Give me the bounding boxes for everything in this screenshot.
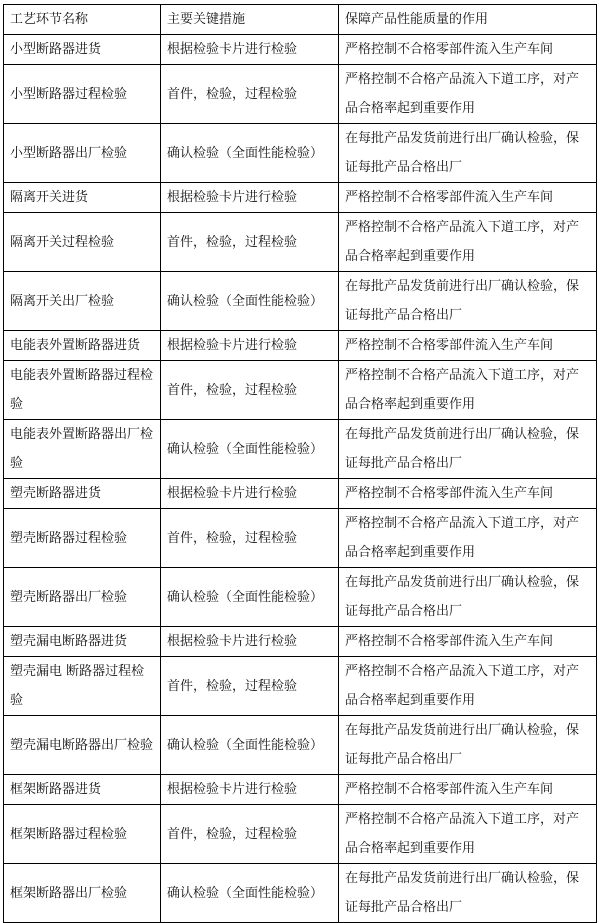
cell-effect: 严格控制不合格产品流入下道工序，对产品合格率起到重要作用 (339, 213, 597, 272)
table-row (4, 805, 597, 864)
cell-stage: 电能表外置断路器过程检验 (4, 361, 161, 420)
table-row (4, 420, 597, 479)
cell-effect: 在每批产品发货前进行出厂确认检验，保证每批产品合格出厂 (339, 272, 597, 331)
table-row (4, 124, 597, 183)
cell-measure: 根据检验卡片进行检验 (161, 479, 339, 509)
table-row (4, 716, 597, 775)
table-row (4, 627, 597, 657)
cell-measure: 确认检验（全面性能检验） (161, 272, 339, 331)
header-stage: 工艺环节名称 (4, 5, 161, 35)
cell-stage: 塑壳断路器进货 (4, 479, 161, 509)
cell-measure: 根据检验卡片进行检验 (161, 183, 339, 213)
cell-stage: 小型断路器过程检验 (4, 65, 161, 124)
cell-effect: 在每批产品发货前进行出厂确认检验，保证每批产品合格出厂 (339, 716, 597, 775)
table-body (4, 35, 597, 923)
cell-measure: 首件，检验，过程检验 (161, 213, 339, 272)
table-row (4, 213, 597, 272)
cell-effect: 严格控制不合格零部件流入生产车间 (339, 627, 597, 657)
cell-effect: 严格控制不合格零部件流入生产车间 (339, 479, 597, 509)
cell-effect: 严格控制不合格产品流入下道工序，对产品合格率起到重要作用 (339, 509, 597, 568)
table-row (4, 272, 597, 331)
cell-effect: 严格控制不合格产品流入下道工序，对产品合格率起到重要作用 (339, 65, 597, 124)
table-row (4, 35, 597, 65)
table-row (4, 479, 597, 509)
table-row (4, 183, 597, 213)
cell-stage: 隔离开关过程检验 (4, 213, 161, 272)
table-row (4, 331, 597, 361)
cell-measure: 确认检验（全面性能检验） (161, 420, 339, 479)
cell-measure: 根据检验卡片进行检验 (161, 35, 339, 65)
cell-measure: 根据检验卡片进行检验 (161, 331, 339, 361)
cell-effect: 在每批产品发货前进行出厂确认检验，保证每批产品合格出厂 (339, 864, 597, 923)
cell-effect: 严格控制不合格零部件流入生产车间 (339, 183, 597, 213)
header-measure: 主要关键措施 (161, 5, 339, 35)
cell-measure: 确认检验（全面性能检验） (161, 568, 339, 627)
cell-effect: 严格控制不合格零部件流入生产车间 (339, 35, 597, 65)
cell-measure: 确认检验（全面性能检验） (161, 716, 339, 775)
cell-stage: 小型断路器进货 (4, 35, 161, 65)
table-row (4, 65, 597, 124)
cell-stage: 塑壳漏电 断路器过程检验 (4, 657, 161, 716)
cell-measure: 首件，检验，过程检验 (161, 509, 339, 568)
cell-measure: 首件，检验，过程检验 (161, 361, 339, 420)
quality-control-table (3, 4, 597, 923)
cell-stage: 塑壳漏电断路器进货 (4, 627, 161, 657)
cell-effect: 在每批产品发货前进行出厂确认检验，保证每批产品合格出厂 (339, 124, 597, 183)
cell-effect: 在每批产品发货前进行出厂确认检验，保证每批产品合格出厂 (339, 420, 597, 479)
table-row (4, 775, 597, 805)
table-header (4, 5, 597, 35)
cell-stage: 塑壳断路器出厂检验 (4, 568, 161, 627)
cell-measure: 确认检验（全面性能检验） (161, 864, 339, 923)
cell-stage: 框架断路器出厂检验 (4, 864, 161, 923)
cell-stage: 隔离开关进货 (4, 183, 161, 213)
table-row (4, 509, 597, 568)
cell-stage: 小型断路器出厂检验 (4, 124, 161, 183)
header-row (4, 5, 597, 35)
cell-measure: 首件，检验，过程检验 (161, 805, 339, 864)
cell-stage: 塑壳断路器过程检验 (4, 509, 161, 568)
cell-effect: 严格控制不合格零部件流入生产车间 (339, 331, 597, 361)
table-row (4, 361, 597, 420)
header-effect: 保障产品性能质量的作用 (339, 5, 597, 35)
cell-effect: 严格控制不合格产品流入下道工序，对产品合格率起到重要作用 (339, 361, 597, 420)
cell-effect: 在每批产品发货前进行出厂确认检验，保证每批产品合格出厂 (339, 568, 597, 627)
cell-measure: 根据检验卡片进行检验 (161, 775, 339, 805)
cell-effect: 严格控制不合格产品流入下道工序，对产品合格率起到重要作用 (339, 657, 597, 716)
cell-measure: 首件，检验，过程检验 (161, 65, 339, 124)
cell-stage: 隔离开关出厂检验 (4, 272, 161, 331)
cell-effect: 严格控制不合格零部件流入生产车间 (339, 775, 597, 805)
cell-stage: 电能表外置断路器进货 (4, 331, 161, 361)
cell-measure: 确认检验（全面性能检验） (161, 124, 339, 183)
table-row (4, 568, 597, 627)
cell-stage: 框架断路器进货 (4, 775, 161, 805)
table-row (4, 864, 597, 923)
cell-effect: 严格控制不合格产品流入下道工序，对产品合格率起到重要作用 (339, 805, 597, 864)
cell-measure: 根据检验卡片进行检验 (161, 627, 339, 657)
cell-stage: 框架断路器过程检验 (4, 805, 161, 864)
table-row (4, 657, 597, 716)
cell-stage: 电能表外置断路器出厂检验 (4, 420, 161, 479)
cell-stage: 塑壳漏电断路器出厂检验 (4, 716, 161, 775)
cell-measure: 首件，检验，过程检验 (161, 657, 339, 716)
